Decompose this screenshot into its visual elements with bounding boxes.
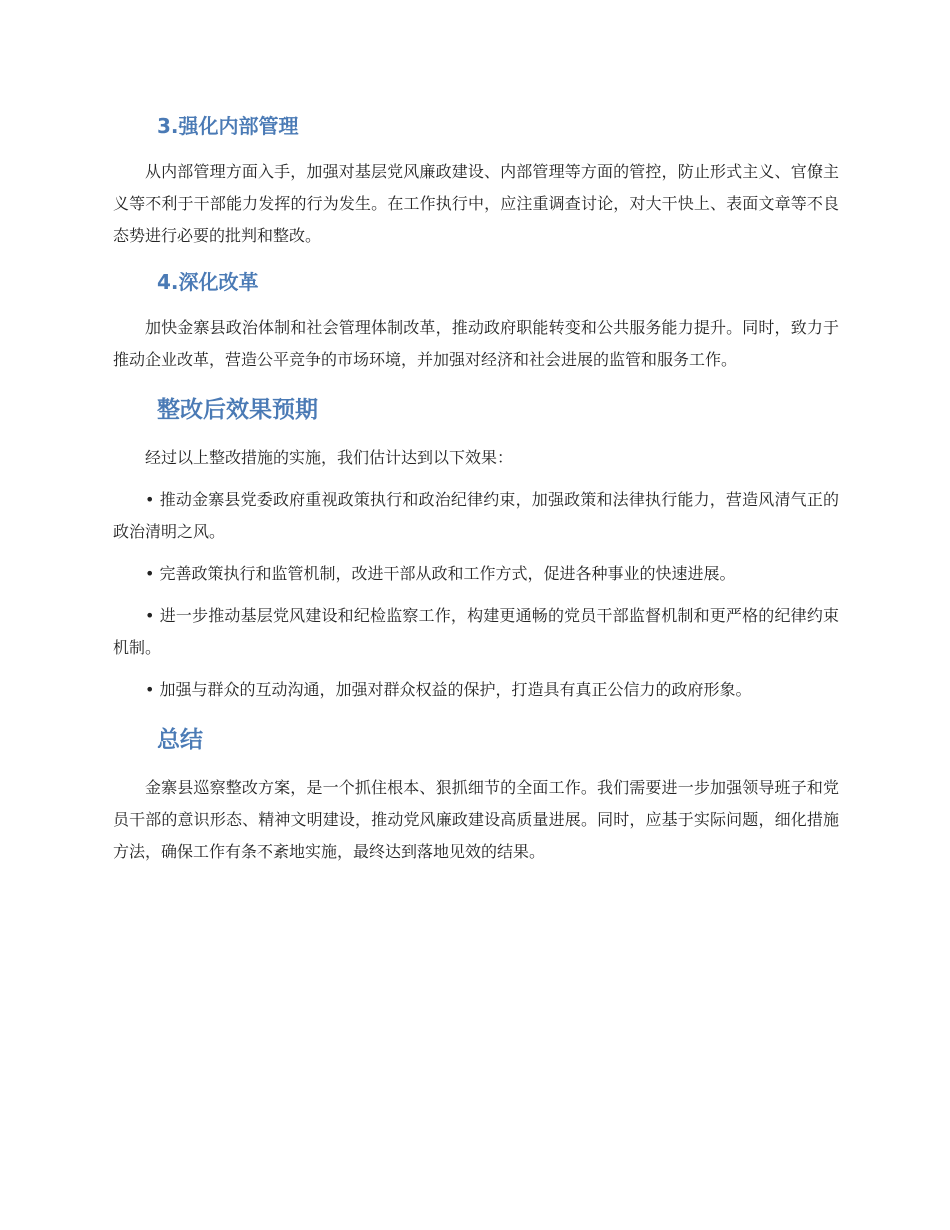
section-heading-expected-effects: 整改后效果预期 [157, 397, 318, 423]
section-heading-deepen-reform: 4.深化改革 [157, 270, 259, 294]
bullet-item: • 推动金寨县党委政府重视政策执行和政治纪律约束，加强政策和法律执行能力，营造风清气正的政治清明之风。 [113, 490, 839, 541]
section-paragraph: 从内部管理方面入手，加强对基层党风廉政建设、内部管理等方面的管控，防止形式主义、官僚主义等不利于干部能力发挥的行为发生。在工作执行中，应注重调查讨论，对大干快上、表面文章等不良态势进行必要的批判和整改。 [113, 162, 839, 245]
summary-paragraph: 金寨县巡察整改方案，是一个抓住根本、狠抓细节的全面工作。我们需要进一步加强领导班子和党员干部的意识形态、精神文明建设，推动党风廉政建设高质量进展。同时，应基于实际问题，细化措施方法，确保工作有条不紊地实施，最终达到落地见效的结果。 [113, 778, 839, 861]
bullet-item: • 进一步推动基层党风建设和纪检监察工作，构建更通畅的党员干部监督机制和更严格的纪律约束机制。 [113, 606, 839, 657]
section-paragraph: 加快金寨县政治体制和社会管理体制改革，推动政府职能转变和公共服务能力提升。同时，致力于推动企业改革，营造公平竞争的市场环境，并加强对经济和社会进展的监管和服务工作。 [113, 318, 839, 369]
effects-intro: 经过以上整改措施的实施，我们估计达到以下效果： [145, 448, 514, 467]
section-heading-summary: 总结 [157, 727, 203, 753]
bullet-item: • 完善政策执行和监管机制，改进干部从政和工作方式，促进各种事业的快速进展。 [145, 564, 736, 583]
section-heading-strengthen-internal-management: 3.强化内部管理 [157, 114, 299, 138]
document-page [113, 106, 839, 868]
bullet-item: • 加强与群众的互动沟通，加强对群众权益的保护，打造具有真正公信力的政府形象。 [145, 680, 752, 699]
